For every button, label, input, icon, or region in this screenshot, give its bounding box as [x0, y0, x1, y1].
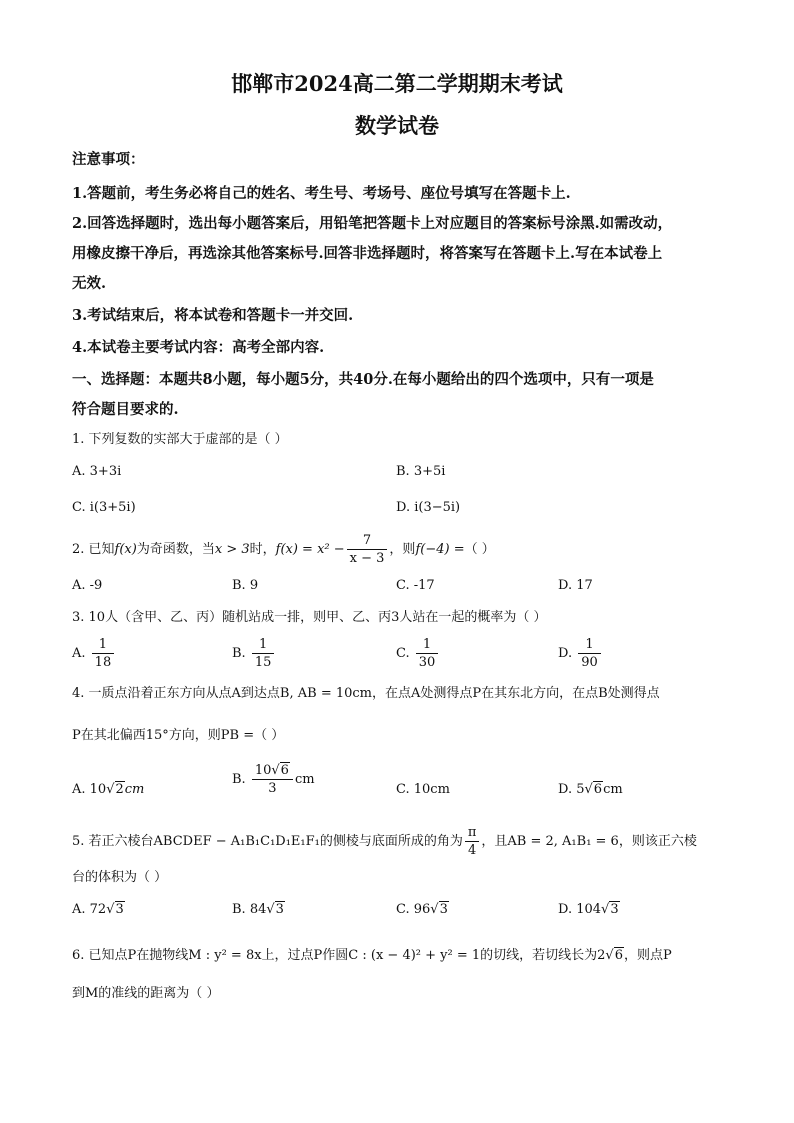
option-label: C. 96: [396, 902, 431, 917]
question-3-option-a: [72, 636, 116, 672]
radicand: 6: [614, 948, 623, 963]
question-2-denominator: x − 3: [349, 551, 385, 566]
denominator: 4: [467, 843, 477, 858]
section-1-heading-line-2: 符合题目要求的.: [72, 401, 179, 418]
numerator: 1: [416, 636, 439, 654]
denominator: 3: [268, 781, 277, 796]
unit: cm: [124, 782, 145, 797]
option-label: B.: [232, 772, 246, 787]
question-1-stem: 1. 下列复数的实部大于虚部的是（ ）: [72, 432, 288, 447]
question-3-option-d: [558, 636, 603, 672]
option-label: A. 10: [72, 782, 107, 797]
question-2-expression: f(x) = x² −: [275, 542, 345, 557]
question-3-option-d-fraction: [578, 636, 601, 671]
radicand: 3: [275, 902, 284, 917]
question-5-text-2: ，且AB = 2, A₁B₁ = 6，则该正六棱: [481, 834, 697, 849]
question-2-text-2: 时，: [249, 542, 276, 557]
question-3-option-c-fraction: [416, 636, 439, 671]
radicand: 6: [280, 763, 289, 778]
question-3-option-b: [232, 636, 276, 672]
notice-item-1: 1.答题前，考生务必将自己的姓名、考生号、考场号、座位号填写在答题卡上.: [72, 185, 571, 202]
denominator: 90: [581, 655, 598, 670]
question-3-option-a-fraction: [92, 636, 115, 671]
radicand: 3: [610, 902, 619, 917]
notice-heading: 注意事项：: [72, 151, 145, 168]
question-5-stem-line-1: [72, 824, 697, 860]
radicand: 3: [439, 902, 448, 917]
question-3-stem: 3. 10人（含甲、乙、丙）随机站成一排，则甲、乙、丙3人站在一起的概率为（ ）: [72, 610, 547, 625]
question-5-stem-line-2: 台的体积为（ ）: [72, 870, 168, 885]
option-label: C.: [396, 646, 410, 661]
option-label: A.: [72, 646, 86, 661]
numerator: 1: [92, 636, 115, 654]
question-1-option-d: D. i(3−5i): [396, 500, 461, 515]
notice-item-3: 3.考试结束后，将本试卷和答题卡一并交回.: [72, 307, 354, 324]
denominator: 15: [254, 655, 272, 670]
question-5-option-d: D. 104√3: [558, 902, 619, 917]
question-2-condition: x > 3: [214, 542, 250, 557]
question-2-numerator: 7: [347, 532, 388, 550]
question-4-option-d: D. 5√6cm: [558, 782, 623, 797]
question-4-option-c: C. 10cm: [396, 782, 450, 797]
numerator: 1: [578, 636, 601, 654]
question-2-target: f(−4) =: [415, 542, 465, 557]
question-1-option-a: A. 3+3i: [72, 464, 122, 479]
notice-item-2-line-2: 用橡皮擦干净后，再选涂其他答案标号.回答非选择题时，将答案写在答题卡上.写在本试卷上: [72, 245, 663, 262]
question-6-text-2: ，则点P: [624, 948, 672, 963]
question-4-option-b-fraction: [252, 762, 293, 797]
question-4-option-b: [232, 762, 315, 798]
question-2-blank: （ ）: [464, 542, 495, 557]
radicand: 3: [115, 902, 124, 917]
radicand: 6: [593, 782, 603, 797]
question-2-stem: [72, 532, 495, 568]
question-2-fraction: [347, 532, 388, 567]
question-2-text-3: ，则: [389, 542, 416, 557]
question-4-option-a: A. 10√2cm: [72, 782, 145, 797]
option-label: B. 84: [232, 902, 267, 917]
question-6-stem-line-1: 6. 已知点P在抛物线M : y² = 8x上，过点P作圆C : (x − 4)² + y² = 1的切线，若切线长为2√6，则点P: [72, 948, 672, 963]
question-2-option-c: C. -17: [396, 578, 435, 593]
question-6-stem-line-2: 到M的准线的距离为（ ）: [72, 986, 220, 1001]
denominator: 18: [94, 655, 112, 670]
numerator: π: [465, 824, 480, 842]
section-1-heading-line-1: 一、选择题：本题共8小题，每小题5分，共40分.在每小题给出的四个选项中，只有一项是: [72, 371, 654, 388]
notice-item-2-line-1: 2.回答选择题时，选出每小题答案后，用铅笔把答题卡上对应题目的答案标号涂黑.如需改动，: [72, 215, 673, 232]
option-label: D. 5: [558, 782, 585, 797]
unit: cm: [603, 782, 623, 797]
question-2-prefix: 2. 已知: [72, 542, 115, 557]
question-5-text-1: 5. 若正六棱台ABCDEF − A₁B₁C₁D₁E₁F₁的侧棱与底面所成的角为: [72, 834, 463, 849]
option-label: D.: [558, 646, 573, 661]
option-label: D. 104: [558, 902, 602, 917]
question-5-angle-fraction: [465, 824, 480, 859]
question-5-option-b: B. 84√3: [232, 902, 284, 917]
question-4-stem-line-1: 4. 一质点沿着正东方向从点A到达点B, AB = 10cm，在点A处测得点P在其东北方向，在点B处测得点: [72, 686, 660, 701]
question-2-option-a: A. -9: [72, 578, 103, 593]
question-5-option-c: C. 96√3: [396, 902, 448, 917]
question-6-text-1: 6. 已知点P在抛物线M : y² = 8x上，过点P作圆C : (x − 4)² + y² = 1的切线，若切线长为2: [72, 948, 606, 963]
question-3-option-b-fraction: [252, 636, 275, 671]
question-2-text-1: 为奇函数，当: [136, 542, 215, 557]
radicand: 2: [115, 782, 124, 797]
question-2-option-d: D. 17: [558, 578, 593, 593]
exam-subtitle: 数学试卷: [355, 113, 439, 138]
denominator: 30: [418, 655, 436, 670]
option-label: B.: [232, 646, 246, 661]
numerator-coefficient: 10: [254, 763, 272, 778]
question-1-option-c: C. i(3+5i): [72, 500, 136, 515]
exam-title: 邯郸市2024高二第二学期期末考试: [231, 71, 563, 96]
unit: cm: [294, 772, 315, 787]
question-4-stem-line-2: P在其北偏西15°方向，则PB =（ ）: [72, 728, 285, 743]
option-label: A. 72: [72, 902, 107, 917]
notice-item-4: 4.本试卷主要考试内容：高考全部内容.: [72, 339, 325, 356]
numerator: 1: [252, 636, 275, 654]
notice-item-2-line-3: 无效.: [72, 275, 107, 292]
question-5-option-a: A. 72√3: [72, 902, 124, 917]
question-2-function: f(x): [114, 542, 137, 557]
question-2-option-b: B. 9: [232, 578, 259, 593]
question-3-option-c: [396, 636, 440, 672]
question-1-option-b: B. 3+5i: [396, 464, 446, 479]
numerator: 10√6: [252, 762, 293, 780]
